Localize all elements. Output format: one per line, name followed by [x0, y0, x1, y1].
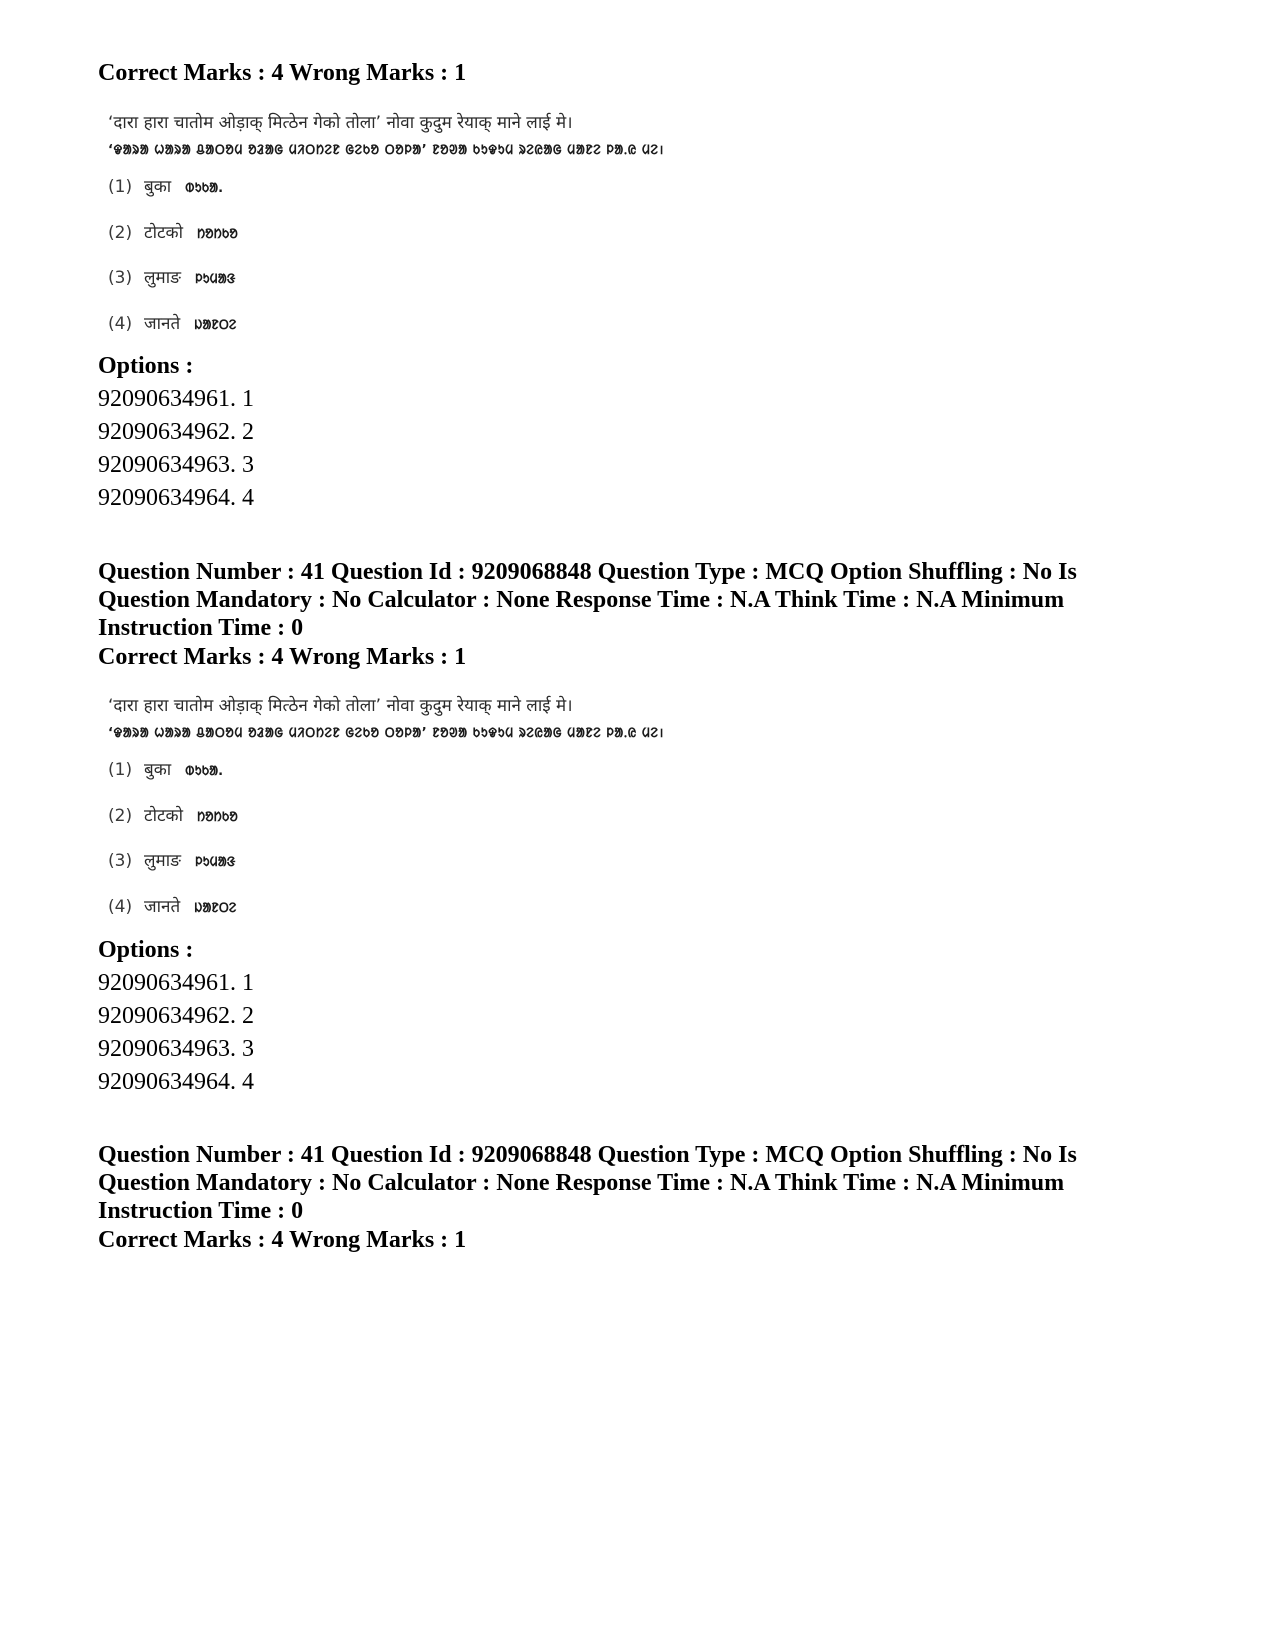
option-row: 92090634963. 3 — [98, 452, 254, 478]
options-label: Options : — [98, 937, 194, 963]
question-header: Question Number : 41 Question Id : 9209068848 Question Type : MCQ Option Shuffling : No Is Question Mandatory : No Calculator : None Response Time : N.A Think Time : N.A Minimum Instruction Time : 0 — [98, 1142, 1077, 1224]
question-option-3 — [108, 265, 236, 288]
question-option-1 — [108, 174, 223, 197]
option-row: 92090634964. 4 — [98, 1069, 254, 1095]
question-text-devanagari: ‘दारा हारा चातोम ओड़ाक् मित्ठेन गेको तोला’ नोवा कुदुम रेयाक् माने लाई मे। — [108, 113, 573, 133]
option-ol-chiki: ᱡᱟᱱᱛᱮ — [194, 318, 237, 333]
option-row: 92090634962. 2 — [98, 1003, 254, 1029]
option-row: 92090634962. 2 — [98, 419, 254, 445]
option-devanagari: टोटको — [144, 223, 183, 243]
question-image — [108, 693, 768, 923]
option-row: 92090634961. 1 — [98, 386, 254, 412]
option-number: (2) — [108, 223, 133, 243]
option-devanagari: टोटको — [144, 806, 183, 826]
option-number: (1) — [108, 177, 133, 197]
option-devanagari: बुका — [144, 177, 172, 197]
question-option-1 — [108, 757, 223, 780]
option-row: 92090634964. 4 — [98, 485, 254, 511]
question-text-ol-chiki: ‘ᱫᱟᱨᱟ ᱦᱟᱨᱟ ᱪᱟᱛᱚᱢ ᱚᱲᱟᱜ ᱢᱤᱛᱴᱮᱱ ᱜᱮᱠᱚ ᱛᱚᱞᱟ’ ᱱᱚᱣᱟ ᱠᱩᱫᱩᱢ ᱨᱮᱭᱟᱜ ᱢᱟᱱᱮ ᱞᱟᱹᱭ ᱢᱮ। — [108, 143, 664, 158]
option-row: 92090634963. 3 — [98, 1036, 254, 1062]
option-number: (3) — [108, 851, 133, 871]
question-image — [108, 110, 768, 340]
option-devanagari: जानते — [144, 897, 181, 917]
option-ol-chiki: ᱴᱚᱴᱠᱚ — [197, 227, 238, 242]
option-devanagari: जानते — [144, 314, 181, 334]
option-ol-chiki: ᱞᱩᱢᱟᱝ — [194, 855, 236, 870]
option-devanagari: लुमाङ — [144, 268, 181, 288]
option-number: (4) — [108, 897, 133, 917]
option-ol-chiki: ᱵᱩᱠᱟ. — [185, 181, 224, 196]
options-label: Options : — [98, 353, 194, 379]
option-ol-chiki: ᱞᱩᱢᱟᱝ — [194, 272, 236, 287]
question-text-devanagari: ‘दारा हारा चातोम ओड़ाक् मित्ठेन गेको तोला’ नोवा कुदुम रेयाक् माने लाई मे। — [108, 696, 573, 716]
option-number: (2) — [108, 806, 133, 826]
option-ol-chiki: ᱵᱩᱠᱟ. — [185, 764, 224, 779]
question-option-2 — [108, 803, 238, 826]
correct-wrong-marks: Correct Marks : 4 Wrong Marks : 1 — [98, 1227, 467, 1253]
option-ol-chiki: ᱴᱚᱴᱠᱚ — [197, 810, 238, 825]
correct-wrong-marks: Correct Marks : 4 Wrong Marks : 1 — [98, 644, 467, 670]
question-option-4 — [108, 894, 236, 917]
option-ol-chiki: ᱡᱟᱱᱛᱮ — [194, 901, 237, 916]
question-text-ol-chiki: ‘ᱫᱟᱨᱟ ᱦᱟᱨᱟ ᱪᱟᱛᱚᱢ ᱚᱲᱟᱜ ᱢᱤᱛᱴᱮᱱ ᱜᱮᱠᱚ ᱛᱚᱞᱟ’ ᱱᱚᱣᱟ ᱠᱩᱫᱩᱢ ᱨᱮᱭᱟᱜ ᱢᱟᱱᱮ ᱞᱟᱹᱭ ᱢᱮ। — [108, 726, 664, 741]
question-option-2 — [108, 220, 238, 243]
option-number: (3) — [108, 268, 133, 288]
question-option-4 — [108, 311, 236, 334]
option-number: (4) — [108, 314, 133, 334]
option-devanagari: बुका — [144, 760, 172, 780]
question-option-3 — [108, 848, 236, 871]
option-row: 92090634961. 1 — [98, 970, 254, 996]
option-devanagari: लुमाङ — [144, 851, 181, 871]
question-header: Question Number : 41 Question Id : 9209068848 Question Type : MCQ Option Shuffling : No Is Question Mandatory : No Calculator : None Response Time : N.A Think Time : N.A Minimum Instruction Time : 0 — [98, 559, 1077, 641]
option-number: (1) — [108, 760, 133, 780]
correct-wrong-marks: Correct Marks : 4 Wrong Marks : 1 — [98, 60, 467, 86]
